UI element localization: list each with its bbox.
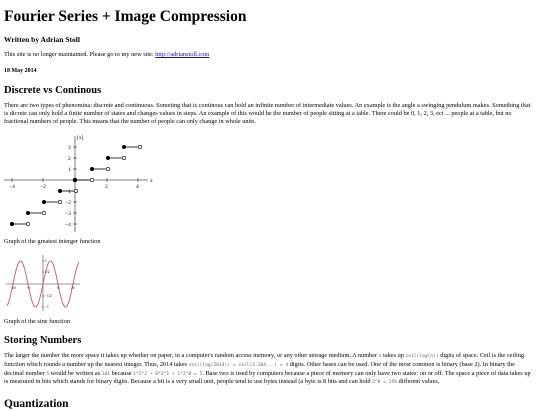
- inline-code: 5: [46, 371, 50, 377]
- y-tick-label: 1: [68, 167, 71, 173]
- text-run: because: [110, 369, 134, 377]
- maintenance-notice: [4, 51, 209, 59]
- closed-dot: [106, 156, 109, 159]
- y-tick-label: −1: [45, 305, 49, 309]
- open-dot: [122, 156, 125, 159]
- y-tick-label: −3: [65, 211, 71, 217]
- section-paragraph-discrete: There are two types of phenomina: discrete and continuous. Someting that is continous can hold an infinite number of intermediate values. An example is the angle a swinging pendulum makes. Something that is dicrete can only hold a finite number of states and changes values in steps. An example of this would be the number of people sitting at a table. There could be 0, 1, 2, 3, ect ... people at a table, but no fractional numbers of people. This means that the number of people can only change in whole units.: [4, 102, 531, 125]
- y-tick-label: −1: [65, 189, 71, 195]
- x-tick-label: −π: [26, 286, 30, 290]
- x-tick-label: −4: [9, 184, 15, 190]
- open-dot: [58, 200, 61, 203]
- closed-dot: [10, 222, 13, 225]
- y-tick-label: 2: [68, 156, 71, 162]
- y-tick-label: −2: [65, 200, 71, 206]
- inline-code: 1*2^2 + 0*2^1 + 1*2^0 = 5: [133, 371, 203, 377]
- function-label: [x]: [77, 135, 84, 141]
- open-dot: [138, 145, 141, 148]
- sine-graph: [4, 253, 84, 313]
- y-tick-label: −1/2: [45, 294, 52, 298]
- closed-dot: [42, 200, 45, 203]
- inline-code: ceil(log(n)): [405, 354, 439, 359]
- post-date: 18 May 2014: [4, 68, 37, 74]
- y-tick-label: 1: [45, 259, 47, 263]
- inline-code: n: [378, 354, 382, 359]
- text-run: . Base two is used by computers because a piece of memory can only have two states: on or off. The space a piece of data takes up is measured in bits which stands for binary digits. Because a bit is a very small unit, people tend to use bytes instead (a byte is 8 bits and can hold: [4, 369, 531, 386]
- x-tick-label: −2π: [10, 286, 16, 290]
- figure-caption-integer: Graph of the greatest interger function: [4, 238, 101, 245]
- inline-code: 101: [101, 371, 111, 377]
- closed-dot: [122, 145, 125, 148]
- section-paragraph-storing: [4, 352, 535, 387]
- section-heading-discrete: Discrete vs Continous: [4, 85, 102, 96]
- open-dot: [42, 211, 45, 214]
- author-line: Written by Adrian Stoll: [4, 35, 80, 44]
- closed-dot: [73, 178, 77, 182]
- open-dot: [90, 178, 93, 181]
- closed-dot: [90, 167, 93, 170]
- x-tick-label: −2: [40, 184, 46, 190]
- y-tick-label: 3: [68, 145, 71, 151]
- closed-dot: [58, 189, 61, 192]
- x-tick-label: 4: [136, 184, 139, 190]
- new-site-link[interactable]: http://adrianstoll.com: [155, 51, 210, 58]
- y-tick-label: 1/2: [45, 270, 50, 274]
- open-dot: [106, 167, 109, 170]
- open-dot: [26, 222, 29, 225]
- section-heading-storing: Storing Numbers: [4, 335, 82, 346]
- greatest-integer-graph: [4, 132, 154, 234]
- x-axis-label: x: [150, 178, 153, 184]
- page-title: Fourier Series + Image Compression: [4, 8, 247, 25]
- inline-code: ceil(log(2014)) = ceil(3.304...) = 4: [188, 362, 289, 368]
- inline-code: 2^8 = 256: [372, 380, 398, 386]
- text-run: digits. Other bases can be used. One of the most common is binary (base 2). In binary the decimal number: [4, 360, 515, 377]
- text-run: would be written as: [49, 369, 102, 377]
- closed-dot: [26, 211, 29, 214]
- x-tick-label: 2: [105, 184, 108, 190]
- notice-text: This site is no longer maintained. Please go to my new site:: [4, 51, 156, 58]
- figure-caption-sine: Graph of the sine function: [4, 318, 71, 325]
- x-tick-label: π: [57, 286, 59, 290]
- text-run: The larger the number the more space it takes up whether on paper, in a computer's random access memory, or any other storage medium. A number: [4, 352, 379, 359]
- y-tick-label: −4: [65, 222, 71, 228]
- text-run: takes up: [381, 352, 406, 359]
- text-run: different values.: [397, 378, 440, 386]
- x-tick-label: 2π: [71, 286, 75, 290]
- section-heading-quantization: Quantization: [4, 398, 69, 410]
- open-dot: [74, 189, 77, 192]
- text-run: digits of space. Ceil is the ceiling function which rounds a number up the nearest integer. Thus, 2014 takes: [4, 352, 525, 368]
